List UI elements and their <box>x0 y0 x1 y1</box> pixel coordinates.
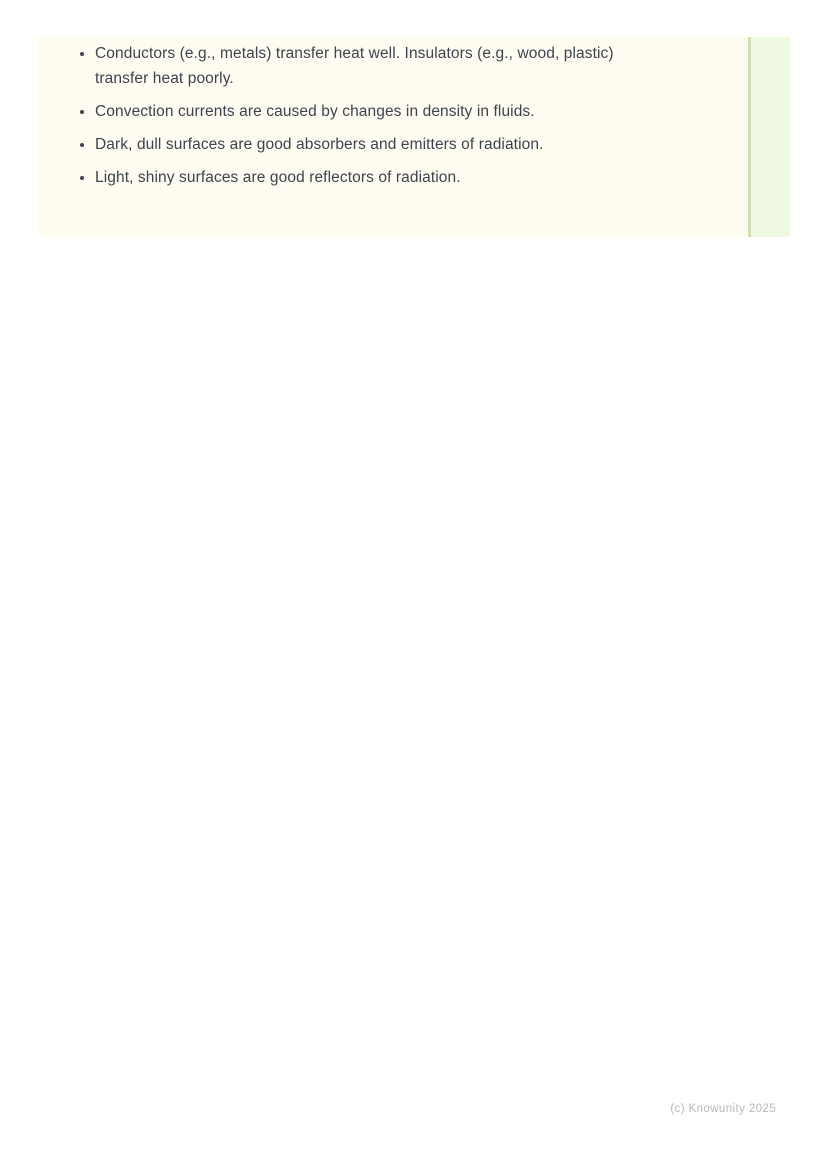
list-item: • Light, shiny surfaces are good reflectors of radiation. <box>95 165 655 190</box>
copyright-text: (c) Knowunity 2025 <box>670 1103 776 1115</box>
list-item: • Conductors (e.g., metals) transfer heat well. Insulators (e.g., wood, plastic) transfer heat poorly. <box>95 41 655 91</box>
accent-column <box>751 37 790 237</box>
list-item: • Dark, dull surfaces are good absorbers and emitters of radiation. <box>95 132 655 157</box>
bullet-list <box>38 37 748 190</box>
list-item: • Convection currents are caused by changes in density in fluids. <box>95 99 655 124</box>
note-card-body <box>38 37 748 237</box>
note-card <box>38 37 790 237</box>
